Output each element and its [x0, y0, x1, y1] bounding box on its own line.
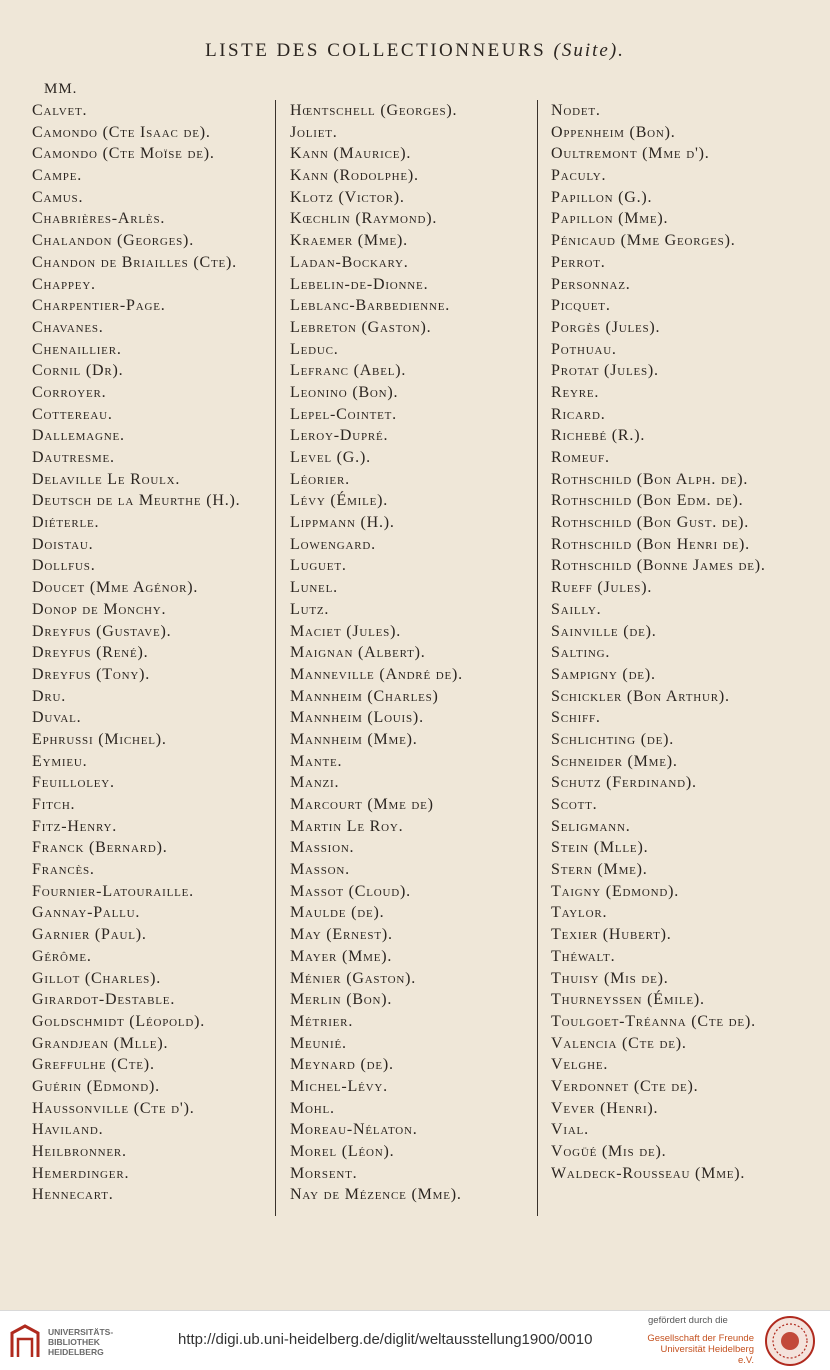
viewer-footer — [0, 1310, 830, 1370]
collector-entry: Seligmann. — [551, 817, 631, 835]
collector-entry: Valencia (Cte de). — [551, 1034, 687, 1052]
collector-entry: Schlichting (de). — [551, 730, 675, 748]
collector-entry: Mannheim (Louis). — [290, 709, 424, 727]
collector-entry: Sailly. — [551, 600, 602, 618]
collector-entry: Marcourt (Mme de) — [290, 796, 434, 813]
collector-entry: Martin Le Roy. — [290, 817, 404, 835]
collector-entry: Mante. — [290, 752, 343, 770]
collector-entry: Lefranc (Abel). — [290, 362, 407, 380]
collector-entry: Manzi. — [290, 774, 340, 792]
collector-entry: Camondo (Cte Moïse de). — [32, 145, 215, 163]
collector-entry: Lebelin-de-Dionne. — [290, 275, 429, 293]
collector-entry: Manneville (André de). — [290, 665, 463, 683]
collector-entry: Doistau. — [32, 535, 94, 553]
collector-entry: Deutsch de la Meurthe (H.). — [32, 492, 241, 510]
collector-entry: Ricard. — [551, 405, 606, 423]
collector-entry: Waldeck-Rousseau (Mme). — [551, 1164, 746, 1182]
collector-entry: Texier (Hubert). — [551, 926, 672, 944]
collector-entry: Sainville (de). — [551, 622, 657, 640]
collector-entry: Ladan-Bockary. — [290, 253, 409, 271]
collector-entry: Michel-Lévy. — [290, 1077, 388, 1095]
collector-column-1 — [32, 100, 240, 1206]
collector-entry: Massot (Cloud). — [290, 882, 411, 900]
collector-entry: Doucet (Mme Agénor). — [32, 579, 199, 597]
collector-entry: Chabrières-Arlès. — [32, 210, 166, 228]
collector-entry: Lunel. — [290, 579, 338, 597]
collector-entry: Papillon (Mme). — [551, 210, 669, 228]
university-seal-icon — [764, 1315, 816, 1367]
collector-entry: Donop de Monchy. — [32, 600, 167, 618]
collector-entry: Haussonville (Cte d'). — [32, 1099, 195, 1117]
collector-entry: Masson. — [290, 861, 350, 879]
collector-entry: Chenaillier. — [32, 340, 122, 358]
collector-entry: Picquet. — [551, 297, 611, 315]
collector-entry: Thurneyssen (Émile). — [551, 991, 705, 1009]
collector-column-3 — [551, 100, 766, 1184]
collector-entry: Schickler (Bon Arthur). — [551, 687, 730, 705]
column-divider — [275, 100, 276, 1216]
collector-entry: Leonino (Bon). — [290, 383, 399, 401]
collector-entry: Klotz (Victor). — [290, 188, 405, 206]
collector-entry: Calvet. — [32, 102, 88, 119]
collector-entry: Eymieu. — [32, 752, 88, 770]
collector-entry: Léorier. — [290, 470, 350, 488]
collector-entry: Level (G.). — [290, 449, 371, 466]
collector-entry: Schiff. — [551, 709, 601, 727]
collector-entry: Stein (Mlle). — [551, 839, 649, 857]
collector-entry: Stern (Mme). — [551, 861, 648, 879]
collector-entry: Franck (Bernard). — [32, 839, 168, 857]
collector-entry: Rothschild (Bonne James de). — [551, 557, 766, 575]
collector-entry: Campe. — [32, 167, 83, 185]
collector-entry: Joliet. — [290, 123, 338, 141]
collector-entry: Mannheim (Mme). — [290, 730, 418, 748]
collector-entry: Fitz-Henry. — [32, 817, 118, 835]
collector-entry: Camondo (Cte Isaac de). — [32, 123, 211, 141]
collector-entry: Schutz (Ferdinand). — [551, 774, 697, 792]
collector-entry: Goldschmidt (Léopold). — [32, 1012, 206, 1030]
collector-entry: Kœchlin (Raymond). — [290, 210, 438, 228]
collector-entry: Moreau-Nélaton. — [290, 1121, 418, 1139]
collector-entry: Massion. — [290, 839, 355, 857]
collector-entry: Mannheim (Charles) — [290, 687, 439, 705]
collector-entry: Girardot-Destable. — [32, 991, 176, 1009]
collector-entry: Delaville Le Roulx. — [32, 470, 181, 488]
collector-entry: Guérin (Edmond). — [32, 1077, 160, 1095]
collector-entry: Protat (Jules). — [551, 362, 659, 380]
collector-entry: Mayer (Mme). — [290, 947, 393, 965]
collector-entry: Meunié. — [290, 1034, 347, 1052]
collector-entry: Taigny (Edmond). — [551, 882, 679, 900]
collector-entry: Maciet (Jules). — [290, 622, 401, 640]
collector-entry: Nay de Mézence (Mme). — [290, 1186, 462, 1204]
collector-entry: Chavanes. — [32, 318, 104, 336]
collector-entry: Chappey. — [32, 275, 96, 293]
library-name — [48, 1327, 113, 1357]
collector-entry: Leduc. — [290, 340, 339, 358]
collector-entry: Meynard (de). — [290, 1056, 394, 1074]
collector-entry: Lippmann (H.). — [290, 514, 395, 532]
collector-entry: Heilbronner. — [32, 1143, 127, 1160]
collector-entry: Chandon de Briailles (Cte). — [32, 253, 237, 271]
collector-entry: Dollfus. — [32, 557, 96, 575]
collector-entry: Thuisy (Mis de). — [551, 969, 669, 987]
collector-entry: Merlin (Bon). — [290, 991, 393, 1009]
permalink-url[interactable]: http://digi.ub.uni-heidelberg.de/diglit/weltausstellung1900/0010 — [178, 1331, 593, 1348]
collector-entry: Dreyfus (Tony). — [32, 665, 150, 683]
collector-entry: Paculy. — [551, 167, 607, 185]
collector-entry: Nodet. — [551, 102, 601, 119]
collector-entry: Kraemer (Mme). — [290, 232, 408, 250]
collector-entry: Charpentier-Page. — [32, 297, 166, 315]
collector-entry: Personnaz. — [551, 275, 631, 293]
title-suffix: (Suite). — [553, 40, 625, 61]
collector-entry: Richebé (R.). — [551, 427, 646, 445]
sponsor-name-line: Gesellschaft der Freunde — [647, 1333, 754, 1344]
collector-entry: Lepel-Cointet. — [290, 405, 397, 423]
collector-entry: Papillon (G.). — [551, 188, 653, 206]
collector-entry: Feuilloley. — [32, 774, 115, 792]
collector-entry: Cornil (Dr). — [32, 362, 124, 380]
collector-entry: Gillot (Charles). — [32, 969, 162, 987]
collector-entry: Cottereau. — [32, 405, 113, 423]
collector-entry: Vial. — [551, 1121, 589, 1139]
collector-entry: Vogüé (Mis de). — [551, 1143, 667, 1160]
collector-entry: Rothschild (Bon Henri de). — [551, 535, 750, 553]
collector-entry: Lévy (Émile). — [290, 492, 389, 510]
collector-entry: Francès. — [32, 861, 95, 879]
collector-column-2 — [290, 100, 463, 1206]
collector-entry: Vever (Henri). — [551, 1099, 659, 1117]
collector-entry: Ménier (Gaston). — [290, 969, 417, 987]
collector-entry: Morsent. — [290, 1164, 358, 1182]
sponsor-name[interactable] — [644, 1333, 754, 1366]
title-text: LISTE DES COLLECTIONNEURS — [205, 40, 547, 61]
collector-entry: Dallemagne. — [32, 427, 125, 445]
collector-entry: Dautresme. — [32, 449, 115, 466]
collector-entry: Hennecart. — [32, 1186, 114, 1204]
collector-entry: Lutz. — [290, 600, 330, 618]
collector-entry: Rothschild (Bon Gust. de). — [551, 514, 750, 532]
collector-entry: Grandjean (Mlle). — [32, 1034, 169, 1052]
collector-entry: Lowengard. — [290, 535, 376, 553]
collector-entry: Leroy-Dupré. — [290, 427, 389, 445]
collector-entry: May (Ernest). — [290, 926, 393, 944]
collector-entry: Haviland. — [32, 1121, 104, 1139]
collector-entry: Kann (Maurice). — [290, 145, 412, 163]
collector-entry: Sampigny (de). — [551, 665, 656, 683]
collector-entry: Greffulhe (Cte). — [32, 1056, 155, 1074]
collector-entry: Toulgoet-Tréanna (Cte de). — [551, 1012, 756, 1030]
collector-entry: Hœntschell (Georges). — [290, 102, 458, 119]
collector-entry: Hemerdinger. — [32, 1164, 130, 1182]
collector-entry: Lebreton (Gaston). — [290, 318, 432, 336]
column-divider — [537, 100, 538, 1216]
collector-entry: Romeuf. — [551, 449, 610, 466]
sponsor-caption: gefördert durch die — [648, 1315, 728, 1326]
collector-entry: Leblanc-Barbedienne. — [290, 297, 451, 315]
collector-entry: Rothschild (Bon Edm. de). — [551, 492, 744, 510]
collector-entry: Corroyer. — [32, 383, 107, 401]
collector-entry: Kann (Rodolphe). — [290, 167, 419, 185]
sponsor-name-line: Universität Heidelberg e.V. — [660, 1344, 754, 1366]
collector-entry: Porgès (Jules). — [551, 318, 661, 336]
collector-entry: Verdonnet (Cte de). — [551, 1077, 699, 1095]
collector-entry: Dreyfus (Gustave). — [32, 622, 172, 640]
collector-entry: Fitch. — [32, 796, 76, 813]
collector-entry: Pénicaud (Mme Georges). — [551, 232, 736, 250]
collector-entry: Oppenheim (Bon). — [551, 123, 676, 141]
collector-entry: Perrot. — [551, 253, 606, 271]
library-name-line: HEIDELBERG — [48, 1347, 104, 1357]
collector-entry: Salting. — [551, 644, 611, 662]
collector-entry: Diéterle. — [32, 514, 100, 532]
collector-entry: Garnier (Paul). — [32, 926, 147, 944]
collector-entry: Velghe. — [551, 1056, 609, 1074]
collector-entry: Taylor. — [551, 904, 608, 922]
collector-entry: Maignan (Albert). — [290, 644, 426, 662]
collector-entry: Camus. — [32, 188, 84, 206]
collector-entry: Oultremont (Mme d'). — [551, 145, 710, 163]
collector-entry: Pothuau. — [551, 340, 617, 358]
salutation: MM. — [44, 81, 78, 97]
collector-entry: Ephrussi (Michel). — [32, 730, 167, 748]
collector-entry: Mohl. — [290, 1099, 335, 1117]
collector-entry: Rothschild (Bon Alph. de). — [551, 470, 749, 488]
library-name-line: BIBLIOTHEK — [48, 1337, 100, 1347]
collector-entry: Schneider (Mme). — [551, 752, 678, 770]
collector-entry: Reyre. — [551, 383, 600, 401]
collector-entry: Chalandon (Georges). — [32, 232, 194, 250]
collector-entry: Maulde (de). — [290, 904, 385, 922]
collector-entry: Morel (Léon). — [290, 1143, 395, 1160]
collector-entry: Gérôme. — [32, 947, 92, 965]
collector-entry: Fournier-Latouraille. — [32, 882, 194, 900]
collector-entry: Rueff (Jules). — [551, 579, 653, 597]
collector-entry: Duval. — [32, 709, 82, 727]
collector-entry: Gannay-Pallu. — [32, 904, 141, 922]
library-name-line: UNIVERSITÄTS- — [48, 1327, 114, 1337]
collector-entry: Théwalt. — [551, 947, 616, 965]
collector-entry: Métrier. — [290, 1012, 354, 1030]
collector-entry: Luguet. — [290, 557, 347, 575]
collector-entry: Scott. — [551, 796, 598, 813]
collector-entry: Dreyfus (René). — [32, 644, 149, 662]
university-library-logo-icon — [8, 1323, 42, 1361]
collector-entry: Dru. — [32, 687, 67, 705]
page-title — [0, 40, 830, 62]
